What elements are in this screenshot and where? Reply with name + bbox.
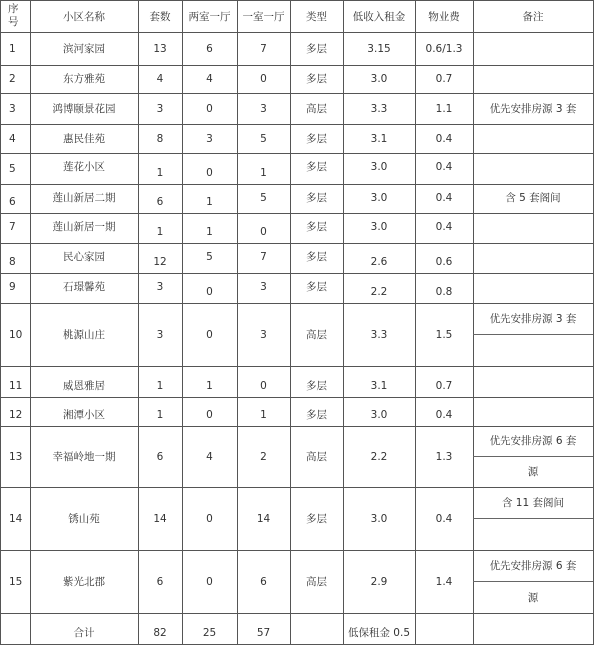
cell-one-bed-text: 7	[260, 42, 267, 55]
header-note	[473, 0, 594, 33]
cell-type-text: 多层	[306, 42, 327, 55]
cell-fee-text: 0.4	[435, 221, 453, 233]
cell-rent-text: 2.2	[370, 286, 388, 298]
cell-units-text: 1	[156, 167, 164, 179]
cell-fee	[415, 487, 474, 551]
total-note	[473, 613, 594, 645]
cell-fee-text: 0.6/1.3	[425, 42, 463, 55]
cell-rent	[343, 243, 416, 274]
note-line-1: 优先安排房源 6 套	[473, 426, 593, 457]
cell-note	[473, 153, 594, 185]
cell-type	[290, 213, 344, 244]
cell-rent-text: 3.15	[367, 42, 391, 55]
cell-fee-text: 0.8	[435, 286, 453, 298]
cell-rent-text: 3.0	[370, 512, 388, 525]
header-units	[138, 0, 183, 33]
total-units-text: 82	[153, 627, 167, 639]
cell-type	[290, 487, 344, 551]
cell-two-bed-text: 1	[206, 226, 213, 238]
cell-fee-text: 0.4	[435, 132, 453, 145]
cell-seq	[0, 303, 31, 367]
cell-name	[30, 184, 139, 214]
cell-type	[290, 65, 344, 94]
cell-name	[30, 366, 139, 398]
cell-two-bed	[182, 124, 238, 154]
cell-units-text: 13	[153, 42, 167, 55]
cell-name	[30, 32, 139, 66]
cell-rent-text: 3.1	[370, 132, 388, 145]
cell-units-text: 3	[156, 102, 164, 115]
cell-seq	[0, 93, 31, 125]
cell-two-bed-text: 5	[206, 251, 213, 263]
cell-name-text: 莲山新居一期	[52, 221, 116, 233]
header-units-text: 套数	[149, 10, 171, 23]
cell-seq-text: 9	[9, 281, 16, 293]
cell-one-bed-text: 3	[260, 102, 267, 115]
cell-name-text: 威恩雅居	[63, 380, 105, 392]
cell-one-bed-text: 5	[260, 192, 267, 204]
cell-seq-text: 12	[9, 409, 23, 421]
cell-type-text: 多层	[306, 409, 327, 421]
cell-fee-text: 1.5	[435, 328, 453, 341]
cell-fee-text: 0.7	[435, 73, 453, 85]
cell-two-bed	[182, 303, 238, 367]
cell-rent-text: 3.0	[370, 409, 388, 421]
cell-seq	[0, 366, 31, 398]
cell-one-bed-text: 0	[260, 380, 267, 392]
cell-name-text: 紫光北郡	[63, 575, 105, 588]
cell-rent	[343, 32, 416, 66]
header-rent	[343, 0, 416, 33]
cell-name-text: 滨河家园	[63, 42, 105, 55]
cell-seq-text: 2	[9, 73, 16, 85]
cell-seq-text: 1	[9, 42, 16, 55]
cell-rent	[343, 65, 416, 94]
cell-one-bed	[237, 273, 291, 304]
cell-two-bed	[182, 65, 238, 94]
cell-seq-text: 10	[9, 328, 23, 341]
cell-two-bed	[182, 213, 238, 244]
header-fee	[415, 0, 474, 33]
cell-one-bed-text: 1	[260, 167, 267, 179]
cell-one-bed-text: 7	[260, 251, 267, 263]
cell-two-bed-text: 3	[206, 132, 213, 145]
cell-rent-text: 2.9	[370, 575, 388, 588]
cell-two-bed-text: 6	[206, 42, 213, 55]
cell-type	[290, 550, 344, 614]
cell-one-bed-text: 3	[260, 328, 267, 341]
cell-name-text: 莲山新居二期	[52, 192, 116, 204]
cell-units	[138, 273, 183, 304]
cell-fee	[415, 550, 474, 614]
cell-name-text: 石璟馨苑	[63, 281, 105, 293]
cell-fee-text: 0.4	[435, 192, 453, 204]
cell-seq	[0, 213, 31, 244]
cell-units-text: 12	[153, 256, 167, 268]
cell-type	[290, 93, 344, 125]
cell-two-bed-text: 4	[206, 73, 213, 85]
total-name	[30, 613, 139, 645]
total-fee	[415, 613, 474, 645]
cell-two-bed	[182, 184, 238, 214]
cell-seq-text: 15	[9, 575, 23, 588]
cell-one-bed	[237, 93, 291, 125]
cell-units-text: 1	[156, 380, 164, 392]
cell-rent	[343, 93, 416, 125]
cell-two-bed	[182, 32, 238, 66]
cell-two-bed	[182, 550, 238, 614]
cell-name-text: 湘潭小区	[63, 409, 105, 421]
total-two-bed-text: 25	[202, 627, 217, 639]
total-rent-text: 低保租金 0.5	[347, 627, 411, 639]
cell-one-bed	[237, 32, 291, 66]
cell-name	[30, 487, 139, 551]
note-line-2: 源	[527, 466, 539, 478]
cell-one-bed	[237, 184, 291, 214]
cell-fee-text: 0.4	[435, 161, 453, 173]
cell-type	[290, 426, 344, 488]
cell-two-bed-text: 0	[206, 286, 213, 298]
cell-name	[30, 243, 139, 274]
cell-one-bed-text: 1	[260, 409, 267, 421]
cell-note	[473, 487, 594, 551]
cell-units-text: 1	[156, 226, 164, 238]
cell-type-text: 多层	[306, 161, 327, 173]
cell-seq	[0, 184, 31, 214]
header-two-bed-text: 两室一厅	[188, 10, 231, 23]
cell-type-text: 高层	[306, 328, 327, 341]
cell-rent-text: 3.3	[370, 328, 388, 341]
cell-type	[290, 184, 344, 214]
cell-one-bed	[237, 426, 291, 488]
cell-rent-text: 2.6	[370, 256, 388, 268]
cell-rent	[343, 426, 416, 488]
cell-note	[473, 32, 594, 66]
cell-units-text: 6	[156, 196, 164, 208]
cell-name-text: 民心家园	[63, 251, 105, 263]
header-seq-line: 号	[8, 16, 19, 28]
cell-seq	[0, 550, 31, 614]
header-seq	[0, 0, 31, 33]
cell-one-bed	[237, 550, 291, 614]
note-line-1: 含 11 套阁间	[473, 487, 593, 519]
cell-two-bed-text: 1	[206, 196, 213, 208]
cell-name	[30, 213, 139, 244]
cell-rent-text: 3.0	[370, 221, 388, 233]
cell-one-bed	[237, 213, 291, 244]
cell-units-text: 3	[156, 328, 164, 341]
cell-fee-text: 0.4	[435, 512, 453, 525]
cell-one-bed	[237, 153, 291, 185]
cell-units	[138, 426, 183, 488]
note-line-2: 源	[527, 591, 539, 604]
total-units	[138, 613, 183, 645]
cell-note	[473, 184, 594, 214]
cell-two-bed	[182, 426, 238, 488]
header-note-text: 备注	[522, 10, 544, 23]
cell-one-bed	[237, 397, 291, 427]
header-rent-text: 低收入租金	[352, 10, 406, 23]
cell-units	[138, 303, 183, 367]
cell-one-bed	[237, 487, 291, 551]
cell-seq-text: 4	[9, 132, 16, 145]
note-line-1: 优先安排房源 6 套	[473, 550, 593, 582]
header-fee-text: 物业费	[428, 10, 460, 23]
cell-rent-text: 3.0	[370, 73, 388, 85]
cell-two-bed-text: 0	[206, 575, 213, 588]
cell-type	[290, 32, 344, 66]
cell-fee-text: 1.3	[435, 450, 453, 463]
cell-fee	[415, 303, 474, 367]
cell-one-bed	[237, 124, 291, 154]
cell-seq	[0, 243, 31, 274]
note-line-1: 优先安排房源 3 套	[473, 303, 593, 335]
cell-type-text: 多层	[306, 380, 327, 392]
cell-type	[290, 366, 344, 398]
cell-seq-text: 6	[9, 196, 16, 208]
cell-one-bed	[237, 366, 291, 398]
cell-fee	[415, 153, 474, 185]
cell-seq	[0, 273, 31, 304]
cell-seq	[0, 32, 31, 66]
cell-seq-text: 14	[9, 512, 23, 525]
cell-rent-text: 3.0	[370, 192, 388, 204]
cell-units-text: 6	[156, 450, 164, 463]
cell-rent	[343, 487, 416, 551]
total-rent	[343, 613, 416, 645]
cell-fee-text: 0.4	[435, 409, 453, 421]
cell-note	[473, 550, 594, 614]
cell-type-text: 多层	[306, 512, 327, 525]
cell-fee	[415, 184, 474, 214]
cell-units-text: 6	[156, 575, 164, 588]
cell-fee-text: 0.7	[435, 380, 453, 392]
cell-type-text: 多层	[306, 73, 327, 85]
cell-type	[290, 273, 344, 304]
cell-fee	[415, 397, 474, 427]
cell-name-text: 惠民佳苑	[63, 132, 105, 145]
cell-fee	[415, 93, 474, 125]
cell-note-text: 优先安排房源 3 套	[489, 102, 577, 115]
header-type-text: 类型	[306, 10, 327, 23]
cell-two-bed	[182, 366, 238, 398]
cell-name	[30, 124, 139, 154]
header-two-bed	[182, 0, 238, 33]
cell-one-bed-text: 3	[260, 281, 267, 293]
cell-rent	[343, 273, 416, 304]
cell-name-text: 东方雅苑	[63, 73, 105, 85]
cell-units-text: 1	[156, 409, 164, 421]
header-seq-line: 序	[8, 3, 19, 15]
cell-type-text: 多层	[306, 251, 327, 263]
cell-type	[290, 303, 344, 367]
cell-note	[473, 93, 594, 125]
cell-one-bed-text: 2	[260, 450, 267, 463]
cell-two-bed-text: 4	[206, 450, 213, 463]
cell-note	[473, 397, 594, 427]
cell-one-bed	[237, 65, 291, 94]
cell-rent	[343, 397, 416, 427]
cell-one-bed	[237, 243, 291, 274]
cell-units	[138, 93, 183, 125]
cell-two-bed	[182, 273, 238, 304]
cell-units-text: 4	[156, 73, 164, 85]
cell-one-bed-text: 0	[260, 73, 267, 85]
cell-type-text: 多层	[306, 281, 327, 293]
cell-rent	[343, 184, 416, 214]
cell-fee	[415, 124, 474, 154]
cell-type-text: 高层	[306, 102, 327, 115]
cell-rent	[343, 550, 416, 614]
cell-units	[138, 550, 183, 614]
cell-type-text: 高层	[306, 575, 327, 588]
cell-note	[473, 303, 594, 367]
cell-units	[138, 243, 183, 274]
cell-seq-text: 8	[9, 256, 16, 268]
cell-units	[138, 65, 183, 94]
total-one-bed	[237, 613, 291, 645]
cell-two-bed-text: 0	[206, 409, 213, 421]
total-two-bed	[182, 613, 238, 645]
cell-note	[473, 124, 594, 154]
cell-note	[473, 273, 594, 304]
cell-seq	[0, 124, 31, 154]
header-one-bed	[237, 0, 291, 33]
cell-seq	[0, 65, 31, 94]
cell-two-bed-text: 0	[206, 102, 213, 115]
cell-name	[30, 273, 139, 304]
cell-note-text: 含 5 套阁间	[505, 192, 561, 204]
cell-name-text: 桃源山庄	[63, 328, 105, 341]
cell-two-bed-text: 0	[206, 512, 213, 525]
note-line-2	[473, 335, 593, 366]
cell-two-bed	[182, 93, 238, 125]
cell-fee-text: 0.6	[435, 256, 453, 268]
cell-seq	[0, 397, 31, 427]
cell-type-text: 多层	[306, 221, 327, 233]
cell-type	[290, 153, 344, 185]
header-name	[30, 0, 139, 33]
cell-type-text: 高层	[306, 450, 327, 463]
total-seq	[0, 613, 31, 645]
cell-fee	[415, 213, 474, 244]
cell-two-bed-text: 1	[206, 380, 213, 392]
cell-fee	[415, 243, 474, 274]
cell-type-text: 多层	[306, 132, 327, 145]
cell-rent	[343, 213, 416, 244]
total-one-bed-text: 57	[256, 627, 271, 639]
cell-fee	[415, 32, 474, 66]
cell-fee-text: 1.1	[435, 102, 453, 115]
cell-name	[30, 153, 139, 185]
cell-type	[290, 124, 344, 154]
header-type	[290, 0, 344, 33]
cell-units	[138, 366, 183, 398]
cell-name-text: 莲花小区	[63, 161, 105, 173]
total-name-text: 合计	[73, 627, 95, 639]
cell-one-bed-text: 14	[256, 512, 271, 525]
cell-units-text: 8	[156, 132, 164, 145]
cell-fee-text: 1.4	[435, 575, 453, 588]
cell-name	[30, 93, 139, 125]
cell-two-bed	[182, 487, 238, 551]
cell-two-bed	[182, 153, 238, 185]
cell-one-bed-text: 6	[260, 575, 267, 588]
cell-name	[30, 426, 139, 488]
cell-note	[473, 65, 594, 94]
cell-units-text: 3	[156, 281, 164, 293]
cell-type	[290, 397, 344, 427]
cell-seq-text: 13	[9, 450, 23, 463]
cell-units	[138, 124, 183, 154]
cell-fee	[415, 426, 474, 488]
cell-rent	[343, 303, 416, 367]
cell-two-bed	[182, 243, 238, 274]
cell-units	[138, 32, 183, 66]
cell-rent	[343, 124, 416, 154]
cell-units-text: 14	[153, 512, 167, 525]
cell-rent-text: 3.1	[370, 380, 388, 392]
cell-one-bed	[237, 303, 291, 367]
cell-name	[30, 65, 139, 94]
cell-note	[473, 243, 594, 274]
header-name-text: 小区名称	[63, 10, 105, 23]
cell-one-bed-text: 0	[260, 226, 267, 238]
header-one-bed-text: 一室一厅	[242, 10, 285, 23]
cell-seq-text: 7	[9, 221, 16, 233]
cell-two-bed	[182, 397, 238, 427]
cell-name-text: 锈山苑	[68, 512, 100, 525]
cell-seq	[0, 153, 31, 185]
cell-name-text: 幸福岭地一期	[52, 450, 116, 463]
cell-name	[30, 550, 139, 614]
cell-name	[30, 303, 139, 367]
cell-seq-text: 3	[9, 102, 16, 115]
cell-units	[138, 213, 183, 244]
note-line-2	[473, 519, 593, 550]
cell-units	[138, 153, 183, 185]
cell-type	[290, 243, 344, 274]
cell-seq	[0, 487, 31, 551]
cell-units	[138, 184, 183, 214]
cell-seq	[0, 426, 31, 488]
cell-one-bed-text: 5	[260, 132, 267, 145]
cell-rent-text: 3.3	[370, 102, 388, 115]
cell-rent	[343, 366, 416, 398]
cell-two-bed-text: 0	[206, 328, 213, 341]
cell-fee	[415, 273, 474, 304]
cell-seq-text: 11	[9, 380, 23, 392]
cell-rent-text: 3.0	[370, 161, 388, 173]
cell-two-bed-text: 0	[206, 167, 213, 179]
cell-seq-text: 5	[9, 162, 16, 175]
cell-type-text: 多层	[306, 192, 327, 204]
cell-name	[30, 397, 139, 427]
total-type	[290, 613, 344, 645]
cell-note	[473, 426, 594, 488]
cell-fee	[415, 65, 474, 94]
cell-note	[473, 366, 594, 398]
cell-note	[473, 213, 594, 244]
cell-name-text: 鸿博颐景花园	[52, 102, 116, 115]
cell-units	[138, 397, 183, 427]
cell-fee	[415, 366, 474, 398]
cell-rent-text: 2.2	[370, 450, 388, 463]
cell-rent	[343, 153, 416, 185]
cell-units	[138, 487, 183, 551]
